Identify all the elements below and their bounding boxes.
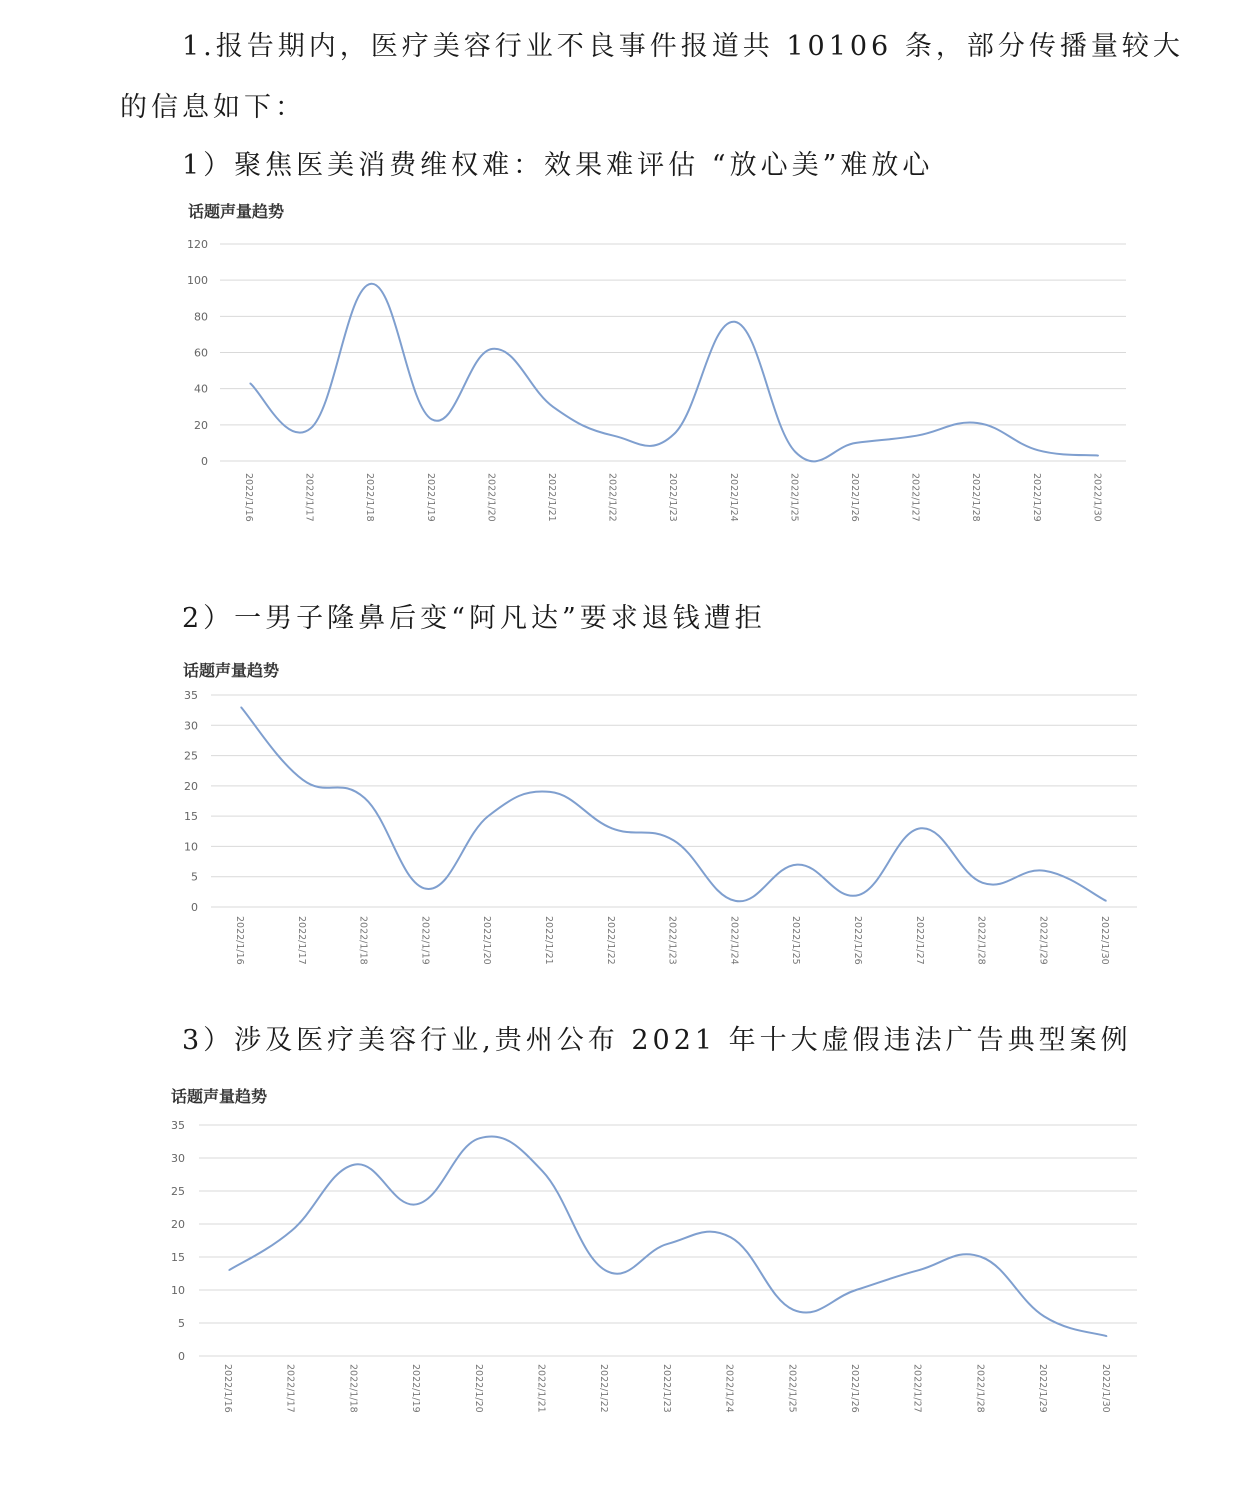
- data-point: [674, 433, 675, 434]
- x-tick-label: 2022/1/17: [295, 916, 307, 965]
- x-tick-label: 2022/1/28: [970, 473, 982, 522]
- series-line: [250, 284, 1098, 462]
- x-tick-label: 2022/1/30: [1099, 916, 1111, 965]
- data-point: [918, 1270, 919, 1271]
- y-tick-label: 30: [171, 1152, 185, 1165]
- y-tick-label: 5: [178, 1317, 185, 1330]
- data-point: [667, 1243, 668, 1244]
- data-point: [302, 779, 303, 780]
- x-tick-label: 2022/1/30: [1099, 1364, 1111, 1413]
- y-tick-label: 25: [171, 1185, 185, 1198]
- chart-3: [0, 1075, 1240, 1415]
- y-tick-label: 0: [178, 1350, 185, 1363]
- data-point: [431, 419, 432, 420]
- data-point: [1106, 1336, 1107, 1337]
- section-1-heading: 1）聚焦医美消费维权难：效果难评估 “放心美”难放心: [182, 150, 934, 181]
- data-point: [228, 1270, 229, 1271]
- chart-title: 话题声量趋势: [171, 1087, 268, 1106]
- x-tick-label: 2022/1/20: [481, 916, 493, 965]
- series-line: [229, 1137, 1107, 1337]
- data-point: [310, 428, 311, 429]
- x-tick-label: 2022/1/29: [1030, 473, 1042, 522]
- data-point: [858, 894, 859, 895]
- data-point: [734, 321, 735, 322]
- x-tick-label: 2022/1/27: [913, 916, 925, 965]
- data-point: [1106, 900, 1107, 901]
- x-tick-label: 2022/1/19: [419, 916, 431, 965]
- x-tick-label: 2022/1/26: [852, 916, 863, 965]
- data-point: [291, 1230, 292, 1231]
- data-point: [1037, 450, 1038, 451]
- intro-line-2: 的信息如下：: [120, 92, 306, 123]
- x-tick-label: 2022/1/25: [790, 916, 802, 965]
- data-point: [1044, 870, 1045, 871]
- y-tick-label: 30: [184, 719, 198, 733]
- chart-title: 话题声量趋势: [183, 661, 280, 680]
- data-point: [855, 1289, 856, 1290]
- y-tick-label: 80: [194, 310, 208, 324]
- x-tick-label: 2022/1/23: [667, 473, 679, 522]
- data-point: [855, 442, 856, 443]
- y-tick-label: 0: [201, 455, 208, 468]
- x-tick-label: 2022/1/27: [909, 473, 921, 522]
- data-point: [249, 383, 250, 384]
- data-point: [613, 435, 614, 436]
- data-point: [730, 1237, 731, 1238]
- data-point: [488, 816, 489, 817]
- data-point: [1044, 1316, 1045, 1317]
- y-tick-label: 40: [194, 382, 208, 396]
- x-tick-label: 2022/1/22: [598, 1364, 610, 1413]
- x-tick-label: 2022/1/19: [424, 473, 436, 522]
- chart-1: [0, 195, 1240, 535]
- data-point: [417, 1204, 418, 1205]
- data-point: [364, 797, 365, 798]
- x-tick-label: 2022/1/29: [1037, 1364, 1049, 1413]
- x-tick-label: 2022/1/21: [546, 473, 557, 522]
- data-point: [793, 1309, 794, 1310]
- data-point: [916, 435, 917, 436]
- x-tick-label: 2022/1/25: [786, 1364, 798, 1413]
- y-tick-label: 35: [171, 1119, 185, 1132]
- y-tick-label: 10: [171, 1284, 185, 1297]
- chart-title: 话题声量趋势: [188, 202, 285, 221]
- x-tick-label: 2022/1/26: [849, 473, 860, 522]
- x-tick-label: 2022/1/20: [485, 473, 497, 522]
- x-tick-label: 2022/1/28: [974, 1364, 986, 1413]
- x-tick-label: 2022/1/18: [347, 1364, 359, 1413]
- data-point: [920, 828, 921, 829]
- data-point: [795, 451, 796, 452]
- x-tick-label: 2022/1/19: [410, 1364, 422, 1413]
- x-tick-label: 2022/1/18: [357, 916, 369, 965]
- intro-line-1: 1.报告期内，医疗美容行业不良事件报道共 10106 条，部分传播量较大: [182, 31, 1184, 62]
- data-point: [797, 864, 798, 865]
- chart-2: [0, 650, 1240, 970]
- x-tick-label: 2022/1/27: [911, 1364, 923, 1413]
- x-tick-label: 2022/1/16: [243, 473, 254, 522]
- x-tick-label: 2022/1/24: [727, 473, 739, 522]
- y-tick-label: 5: [191, 870, 198, 884]
- x-tick-label: 2022/1/24: [723, 1364, 735, 1413]
- x-tick-label: 2022/1/17: [303, 473, 315, 522]
- series-line: [241, 707, 1106, 901]
- x-tick-label: 2022/1/29: [1037, 916, 1049, 965]
- y-tick-label: 20: [184, 779, 198, 793]
- x-tick-label: 2022/1/16: [234, 916, 245, 965]
- x-tick-label: 2022/1/30: [1091, 473, 1103, 522]
- data-point: [673, 840, 674, 841]
- x-tick-label: 2022/1/24: [728, 916, 740, 965]
- data-point: [492, 348, 493, 349]
- x-tick-label: 2022/1/25: [788, 473, 800, 522]
- data-point: [542, 1171, 543, 1172]
- y-tick-label: 0: [191, 901, 198, 914]
- x-tick-label: 2022/1/23: [666, 916, 678, 965]
- data-point: [549, 791, 550, 792]
- data-point: [240, 707, 241, 708]
- x-tick-label: 2022/1/17: [284, 1364, 296, 1413]
- data-point: [611, 828, 612, 829]
- data-point: [982, 882, 983, 883]
- data-point: [605, 1270, 606, 1271]
- data-point: [479, 1138, 480, 1139]
- x-tick-label: 2022/1/23: [660, 1364, 672, 1413]
- x-tick-label: 2022/1/20: [472, 1364, 484, 1413]
- y-tick-label: 15: [171, 1251, 185, 1264]
- data-point: [977, 422, 978, 423]
- y-tick-label: 35: [184, 689, 198, 702]
- data-point: [426, 888, 427, 889]
- x-tick-label: 2022/1/22: [604, 916, 616, 965]
- x-tick-label: 2022/1/22: [606, 473, 618, 522]
- y-tick-label: 60: [194, 346, 208, 360]
- x-tick-label: 2022/1/16: [222, 1364, 233, 1413]
- data-point: [354, 1164, 355, 1165]
- y-tick-label: 15: [184, 810, 198, 824]
- section-2-heading: 2）一男子隆鼻后变“阿凡达”要求退钱遭拒: [182, 603, 766, 634]
- y-tick-label: 25: [184, 749, 198, 763]
- x-tick-label: 2022/1/21: [535, 1364, 547, 1413]
- y-tick-label: 10: [184, 840, 198, 854]
- data-point: [981, 1256, 982, 1257]
- y-tick-label: 20: [194, 418, 208, 432]
- section-3-heading: 3）涉及医疗美容行业,贵州公布 2021 年十大虚假违法广告典型案例: [182, 1025, 1132, 1056]
- y-tick-label: 20: [171, 1218, 185, 1231]
- x-tick-label: 2022/1/21: [543, 916, 554, 965]
- data-point: [371, 283, 372, 284]
- x-tick-label: 2022/1/26: [849, 1364, 860, 1413]
- y-tick-label: 100: [187, 274, 208, 288]
- x-tick-label: 2022/1/18: [364, 473, 376, 522]
- x-tick-label: 2022/1/28: [975, 916, 987, 965]
- data-point: [1098, 455, 1099, 456]
- data-point: [552, 406, 553, 407]
- data-point: [735, 900, 736, 901]
- y-tick-label: 120: [187, 238, 208, 251]
